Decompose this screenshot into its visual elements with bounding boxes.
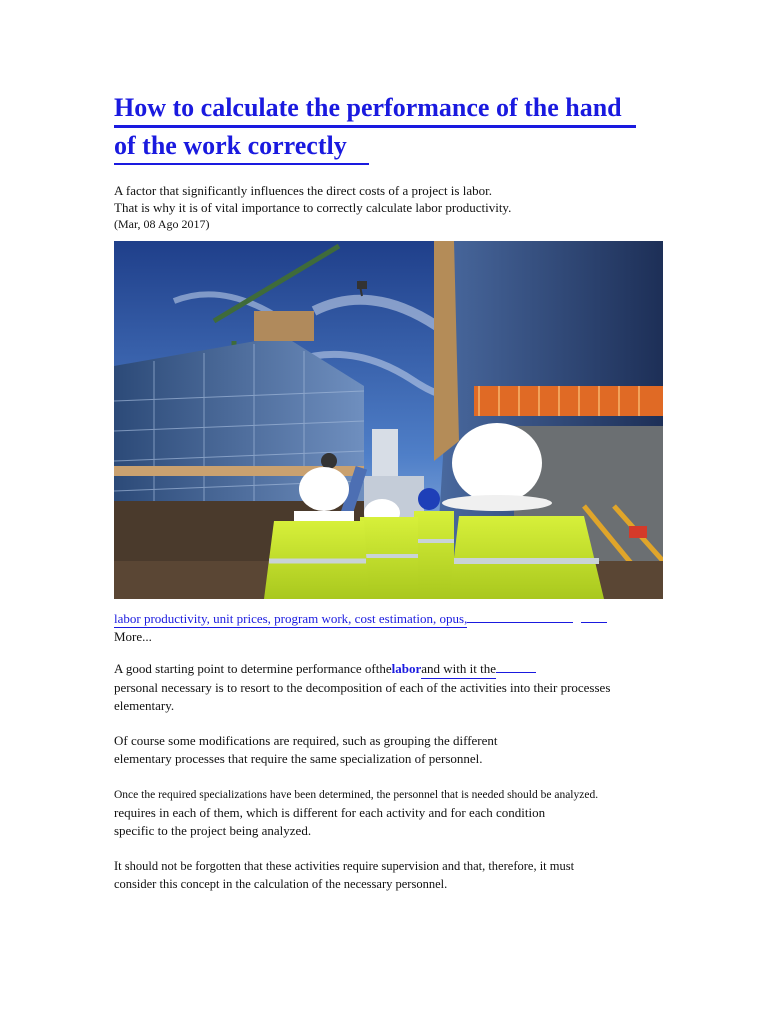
blank-underline xyxy=(467,610,573,623)
p4-text-a: It should not be forgotten that these activities require supervision and that, therefore, it must xyxy=(114,859,575,873)
paragraph-2 xyxy=(114,732,674,768)
p1-text-b[interactable]: and with it the xyxy=(421,660,496,679)
more-link[interactable]: More... xyxy=(114,629,152,644)
p1-text-a: A good starting point to determine performance ofthe xyxy=(114,661,392,676)
hero-image xyxy=(114,241,663,599)
paragraph-4 xyxy=(114,857,674,893)
p2-text-a: Of course some modifications are required, such as grouping the different xyxy=(114,733,498,748)
blank-underline xyxy=(581,610,607,623)
intro-line-2: That is why it is of vital importance to correctly calculate labor productivity. xyxy=(114,200,512,215)
article-date: (Mar, 08 Ago 2017) xyxy=(114,217,210,231)
p1-text-c: personal necessary is to resort to the decomposition of each of the activities into their processes xyxy=(114,680,611,695)
p3-text-a: Once the required specializations have been determined, the personnel that is needed should be analyzed. xyxy=(114,789,599,801)
construction-site-image xyxy=(114,241,663,599)
article-intro xyxy=(114,182,674,233)
title-line-2[interactable]: of the work correctly xyxy=(114,128,369,165)
tags-link[interactable]: labor productivity, unit prices, program work, cost estimation, opus, xyxy=(114,611,468,626)
intro-line-1: A factor that significantly influences the direct costs of a project is labor. xyxy=(114,183,492,198)
tag-list[interactable] xyxy=(114,610,674,628)
title-line-1[interactable]: How to calculate the performance of the hand xyxy=(114,90,636,128)
blank-underline xyxy=(496,660,536,673)
p3-text-b: requires in each of them, which is different for each activity and for each condition xyxy=(114,805,546,820)
p4-text-b: consider this concept in the calculation of the necessary personnel. xyxy=(114,877,448,891)
p1-text-d: elementary. xyxy=(114,698,175,713)
labor-keyword-link[interactable]: labor xyxy=(391,661,422,676)
p3-text-c: specific to the project being analyzed. xyxy=(114,823,312,838)
paragraph-3 xyxy=(114,785,674,840)
article-title[interactable] xyxy=(114,90,674,165)
paragraph-1 xyxy=(114,660,674,715)
p2-text-b: elementary processes that require the same specialization of personnel. xyxy=(114,751,483,766)
article xyxy=(114,90,674,893)
